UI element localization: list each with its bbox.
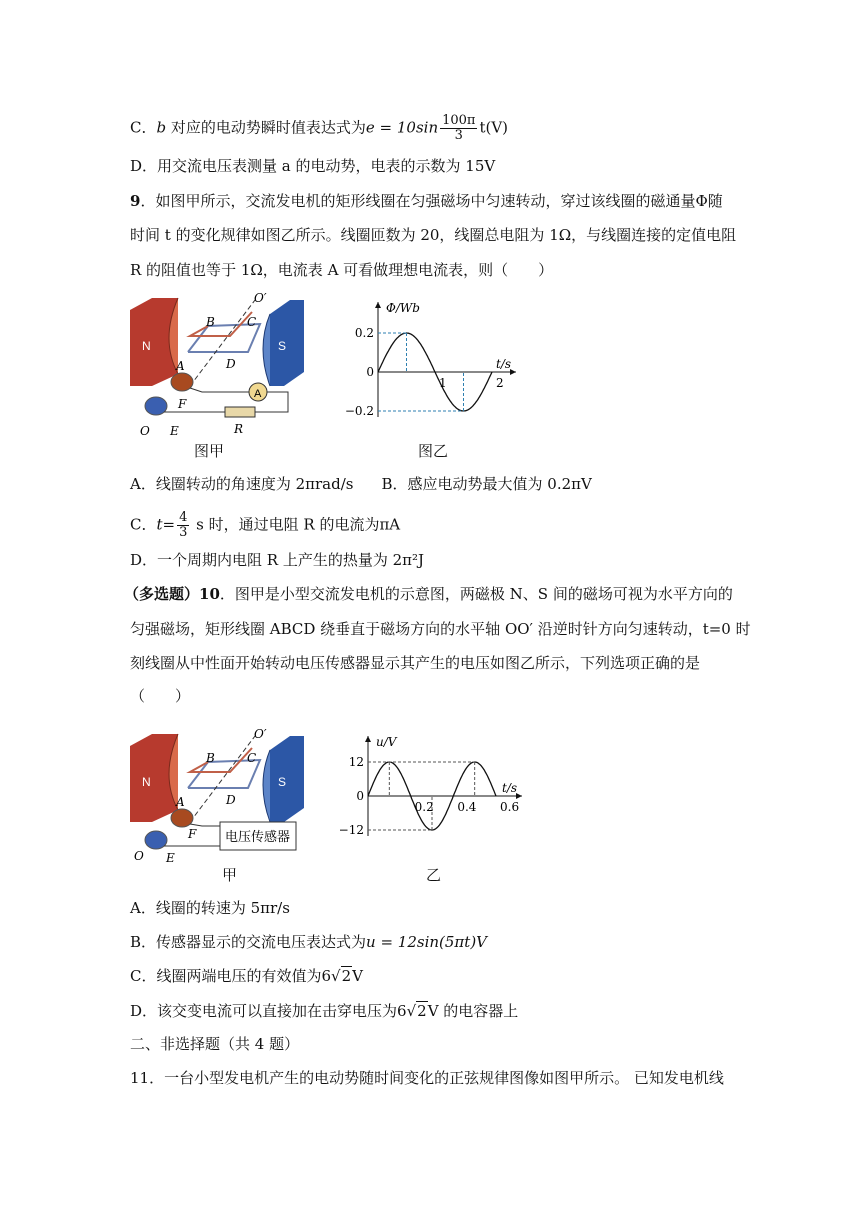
- q11-stem-line1: 11．一台小型发电机产生的电动势随时间变化的正弦规律图像如图甲所示。 已知发电机线: [130, 1069, 724, 1087]
- slip-ring-2: [145, 397, 167, 415]
- q10-option-a: A．线圈的转速为 5πr/s: [130, 899, 290, 917]
- q9-option-b: B．感应电动势最大值为 0.2πV: [381, 475, 592, 493]
- resistor-r: [225, 407, 255, 417]
- label-e: E: [170, 424, 179, 438]
- q9-stem-line2: 时间 t 的变化规律如图乙所示。线圈匝数为 20，线圈总电阻为 1Ω，与线圈连接的定值电阻: [130, 226, 737, 244]
- q9-stem-line3: R 的阻值也等于 1Ω，电流表 A 可看做理想电流表，则（ ）: [130, 261, 554, 279]
- slip-ring-2: [145, 831, 167, 849]
- chart1-x-tick: 1: [439, 376, 447, 390]
- q8-option-c: C．b 对应的电动势瞬时值表达式为e = 10sin $\frac{100\pi}{3}$ t(V): [130, 113, 509, 143]
- q9-option-a: A．线圈转动的角速度为 2πrad/s: [130, 475, 354, 493]
- q8-fraction: $\frac{100\pi}{3}$: [442, 113, 476, 143]
- q10-stem-line1: （多选题）10．图甲是小型交流发电机的示意图，两磁极 N、S 间的磁场可视为水平方向的: [124, 585, 733, 603]
- svg-text:A: A: [254, 388, 262, 400]
- q9-option-d: D．一个周期内电阻 R 上产生的热量为 2π²J: [130, 551, 425, 569]
- label-b: B: [206, 751, 215, 765]
- chart2-y-tick: 12: [348, 755, 364, 769]
- label-d: D: [226, 357, 236, 371]
- label-c: C: [247, 315, 257, 329]
- label-s: S: [278, 775, 287, 789]
- chart1-x-axis-label: t/s: [496, 357, 512, 371]
- q9-fig-right-caption: 图乙: [418, 442, 449, 460]
- q9-fig-left-caption: 图甲: [194, 442, 225, 460]
- label-f: F: [188, 827, 197, 841]
- q10-stem-line4: （ ）: [130, 687, 191, 705]
- chart2-y-axis-label: u/V: [376, 735, 397, 749]
- chart2-x-tick: 0.4: [457, 800, 477, 814]
- chart1-x-tick: 2: [496, 376, 504, 390]
- label-a: A: [176, 359, 185, 373]
- chart1-y-tick: −0.2: [344, 404, 374, 418]
- q9-options-ab: [130, 474, 592, 494]
- sqrt-sign: √2: [406, 1002, 427, 1020]
- q10-option-c: C．线圈两端电压的有效值为6√2V: [130, 967, 363, 985]
- chart2-x-tick: 0.2: [414, 800, 434, 814]
- q10-option-b: B．传感器显示的交流电压表达式为u = 12sin(5πt)V: [130, 933, 488, 951]
- label-r: R: [234, 422, 244, 436]
- label-b: B: [206, 315, 215, 329]
- chart1-y-tick: 0.2: [354, 326, 374, 340]
- label-e: E: [166, 851, 175, 865]
- label-a: A: [176, 795, 185, 809]
- magnet-south: [270, 736, 304, 822]
- q10-generator-figure: [130, 726, 340, 866]
- slip-ring-1: [171, 373, 193, 391]
- voltage-sensor-label: 电压传感器: [225, 830, 291, 845]
- q9-stem-line1: 9．如图甲所示，交流发电机的矩形线圈在匀强磁场中匀速转动，穿过该线圈的磁通量Φ随: [130, 192, 723, 210]
- label-c: C: [247, 751, 257, 765]
- q10-fig-left-caption: 甲: [222, 866, 238, 884]
- q9-flux-chart: [340, 296, 520, 426]
- y-axis-arrow: [365, 736, 371, 742]
- section-heading: 二、非选择题（共 4 题）: [130, 1035, 300, 1053]
- chart2-y-tick: 0: [356, 789, 364, 803]
- y-axis-arrow: [375, 302, 381, 308]
- rotation-axis: [190, 300, 255, 386]
- q10-voltage-chart: [336, 732, 536, 844]
- chart1-y-axis-label: Φ/Wb: [386, 301, 420, 315]
- label-o-prime: O′: [254, 727, 267, 741]
- magnet-south: [270, 300, 304, 386]
- chart1-y-tick: 0: [366, 365, 374, 379]
- label-d: D: [226, 793, 236, 807]
- q10-fig-right-caption: 乙: [426, 866, 442, 884]
- q9-generator-figure: [130, 290, 330, 440]
- q10-stem-line2: 匀强磁场，矩形线圈 ABCD 绕垂直于磁场方向的水平轴 OO′ 沿逆时针方向匀速转动，t=0 时: [130, 620, 751, 638]
- q8-option-d: D．用交流电压表测量 a 的电动势，电表的示数为 15V: [130, 157, 496, 175]
- chart2-y-tick: −12: [338, 823, 364, 837]
- q9-option-c: C．t= $\frac{4}{3}$ s 时，通过电阻 R 的电流为πA: [130, 510, 401, 540]
- q10-option-d: D．该交变电流可以直接加在击穿电压为6√2V 的电容器上: [130, 1002, 519, 1020]
- sqrt-sign: √2: [331, 967, 352, 985]
- chart2-x-tick: 0.6: [500, 800, 520, 814]
- q10-stem-line3: 刻线圈从中性面开始转动电压传感器显示其产生的电压如图乙所示，下列选项正确的是: [130, 654, 701, 672]
- label-o: O: [134, 849, 144, 863]
- rotation-axis: [190, 736, 255, 822]
- label-o-prime: O′: [254, 291, 267, 305]
- label-n: N: [142, 775, 151, 789]
- label-f: F: [178, 397, 187, 411]
- chart2-x-axis-label: t/s: [502, 781, 518, 795]
- slip-ring-1: [171, 809, 193, 827]
- label-n: N: [142, 339, 151, 353]
- q9-fraction: $\frac{4}{3}$: [179, 510, 188, 540]
- label-o: O: [140, 424, 150, 438]
- label-s: S: [278, 339, 287, 353]
